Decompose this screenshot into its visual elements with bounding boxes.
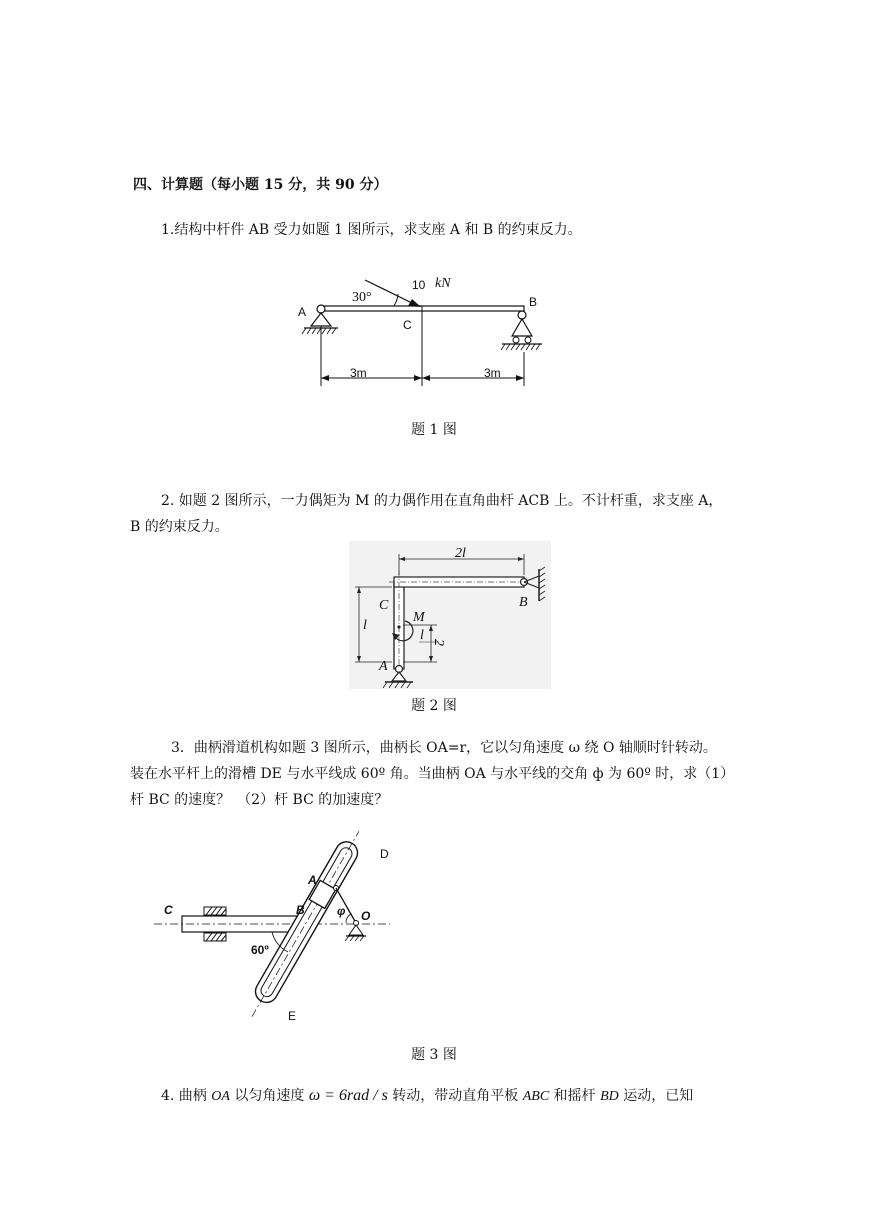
- q3-caption: 题 3 图: [411, 1047, 457, 1063]
- q1-figure: [290, 268, 560, 398]
- q3-figure: [150, 830, 400, 1030]
- force-arrow: [365, 280, 416, 305]
- q4-mid2: 转动，带动直角平板: [387, 1088, 523, 1104]
- dim-right: 3m: [484, 366, 501, 380]
- label-m: M: [413, 610, 425, 625]
- support-a: [311, 313, 331, 326]
- q1-caption: 题 1 图: [411, 422, 457, 438]
- support-b: [512, 319, 532, 336]
- force-value: 10: [412, 278, 426, 292]
- label-c: C: [403, 318, 412, 332]
- q3-line3: 杆 BC 的速度？ （2）杆 BC 的加速度？: [130, 792, 389, 808]
- label-a: A: [308, 873, 317, 887]
- q1-text: 1.结构中杆件 AB 受力如题 1 图所示，求支座 A 和 B 的约束反力。: [161, 222, 582, 238]
- angle-60: 60º: [251, 943, 269, 957]
- label-c: C: [379, 598, 389, 613]
- q4-mid1: 以匀角速度: [229, 1088, 309, 1104]
- q3-line2: 装在水平杆上的滑槽 DE 与水平线成 60º 角。当曲柄 OA 与水平线的交角 ф 为 60º 时，求（1）: [130, 766, 735, 782]
- label-phi: φ: [337, 904, 346, 918]
- q2-line2: B 的约束反力。: [130, 519, 229, 535]
- q4-bd: BD: [600, 1089, 619, 1104]
- q4-formula: ω = 6rad / s: [308, 1087, 388, 1104]
- label-c: C: [164, 903, 173, 917]
- dim-left: 3m: [350, 366, 367, 380]
- dim-l: l: [363, 618, 367, 633]
- label-e: E: [288, 1009, 297, 1023]
- section-title: 四、计算题（每小题 15 分，共 90 分）: [133, 177, 388, 193]
- label-a: A: [298, 305, 307, 319]
- label-d: D: [380, 847, 389, 861]
- label-b: B: [296, 903, 305, 917]
- q4-prefix: 4. 曲柄: [161, 1088, 212, 1104]
- label-o: O: [361, 909, 371, 923]
- q4-suffix: 运动，已知: [618, 1088, 694, 1104]
- q4-oa: OA: [211, 1089, 230, 1104]
- q4-abc: ABC: [522, 1089, 550, 1104]
- pin-b: [518, 311, 526, 319]
- q2-caption: 题 2 图: [411, 698, 457, 714]
- q2-figure: [349, 541, 551, 689]
- q2-line1: 2. 如题 2 图所示，一力偶矩为 M 的力偶作用在直角曲杆 ACB 上。不计杆重，求支座 A，: [161, 493, 723, 509]
- dim-half-den: 2: [431, 639, 446, 646]
- force-unit: kN: [435, 276, 451, 291]
- label-b: B: [529, 295, 538, 309]
- dim-half-num: l: [420, 628, 424, 643]
- q4-text: [161, 1086, 693, 1107]
- pin-a: [317, 305, 325, 313]
- dim-2l: 2l: [455, 546, 466, 561]
- angle-label: 30°: [352, 290, 372, 305]
- q3-line1: 3．曲柄滑道机构如题 3 图所示，曲柄长 OA=r，它以匀角速度 ω 绕 O 轴顺时针转动。: [171, 740, 717, 756]
- label-b: B: [519, 595, 528, 610]
- label-a: A: [379, 659, 388, 674]
- q4-mid3: 和摇杆: [549, 1088, 601, 1104]
